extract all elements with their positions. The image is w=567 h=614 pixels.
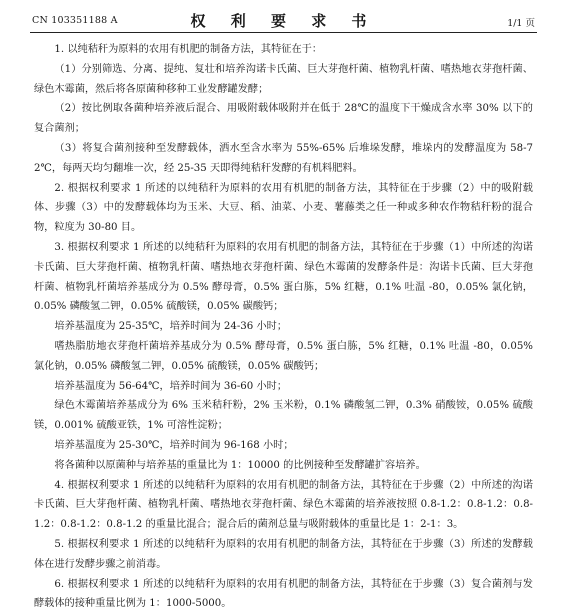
claims-body (34, 40, 533, 614)
claim-paragraph: 培养基温度为 56-64℃，培养时间为 36-60 小时； (54, 380, 288, 392)
publication-number: CN 103351188 A (32, 15, 118, 26)
claim-paragraph: 将各菌种以原菌种与培养基的重量比为 1：10000 的比例接种至发酵罐扩容培养。 (54, 459, 426, 471)
page-number: 1/1 页 (507, 18, 535, 29)
claim-paragraph: 6. 根据权利要求 1 所述的以纯秸秆为原料的农用有机肥的制备方法，其特征在于步骤（3）复合菌剂与发酵载体的接种重量比例为 1：1000-5000。 (34, 578, 533, 610)
claim-paragraph: （3）将复合菌剂接种至发酵载体，洒水至含水率为 55%-65% 后堆垛发酵，堆垛内的发酵温度为 58-72℃，每两天均匀翻堆一次，经 25-35 天即得纯秸秆发酵的有机料肥料。 (34, 142, 533, 174)
claim-paragraph: 培养基温度为 25-35℃，培养时间为 24-36 小时； (54, 321, 288, 333)
page-header (30, 10, 537, 33)
claim-paragraph: 1. 以纯秸秆为原料的农用有机肥的制备方法，其特征在于： (54, 44, 323, 55)
claim-paragraph: 2. 根据权利要求 1 所述的以纯秸秆为原料的农用有机肥的制备方法，其特征在于步骤（2）中的吸附载体、步骤（3）中的发酵载体均为玉米、大豆、稻、油菜、小麦、薯藤类之任一种或多种农作物秸秆粉的混合物，粒度为 30-80 目。 (34, 182, 533, 234)
claim-paragraph: 培养基温度为 25-30℃，培养时间为 96-168 小时； (54, 439, 294, 451)
claim-paragraph: 3. 根据权利要求 1 所述的以纯秸秆为原料的农用有机肥的制备方法，其特征在于步骤（1）中所述的沟诺卡氏菌、巨大芽孢杆菌、植物乳杆菌、嗜热地衣芽孢杆菌、绿色木霉菌的发酵条件是：沟诺卡氏菌、巨大芽孢杆菌、植物乳杆菌培养基成分为 0.5% 酵母膏，0.5% 蛋白胨，5% 红糖，0.1% 吐温 -80，0.05% 氯化钠，0.05% 磷酸氢二钾，0.05% 硫酸镁，0.05% 碳酸钙； (34, 241, 533, 313)
claim-paragraph: 4. 根据权利要求 1 所述的以纯秸秆为原料的农用有机肥的制备方法，其特征在于步骤（2）中所述的沟诺卡氏菌、巨大芽孢杆菌、植物乳杆菌、嗜热地衣芽孢杆菌、绿色木霉菌的培养液按照 0.8-1.2：0.8-1.2：0.8-1.2：0.8-1.2：0.8-1.2 的重量比混合；混合后的菌剂总量与吸附载体的重量比是 1：2-1：3。 (34, 479, 533, 531)
claim-paragraph: 嗜热脂肪地衣芽孢杆菌培养基成分为 0.5% 酵母膏，0.5% 蛋白胨，5% 红糖，0.1% 吐温 -80，0.05% 氯化钠，0.05% 磷酸氢二钾，0.05% 硫酸镁，0.05% 碳酸钙； (34, 340, 533, 372)
document-title: 权 利 要 求 书 (190, 12, 377, 30)
claim-paragraph: 5. 根据权利要求 1 所述的以纯秸秆为原料的农用有机肥的制备方法，其特征在于步骤（3）所述的发酵载体在进行发酵步骤之前消毒。 (34, 538, 533, 570)
claim-paragraph: 绿色木霉菌培养基成分为 6% 玉米秸秆粉，2% 玉米粉，0.1% 磷酸氢二钾，0.3% 硝酸铵，0.05% 硫酸镁，0.001% 硫酸亚铁，1% 可溶性淀粉； (34, 400, 533, 432)
claim-paragraph: （1）分别筛选、分离、提纯、复壮和培养沟诺卡氏菌、巨大芽孢杆菌、植物乳杆菌、嗜热地衣芽孢杆菌、绿色木霉菌，然后将各原菌种移种工业发酵罐发酵； (34, 63, 533, 95)
claim-paragraph: （2）按比例取各菌种培养液后混合、用吸附载体吸附并在低于 28℃的温度下干燥成含水率 30% 以下的复合菌剂； (34, 103, 533, 135)
